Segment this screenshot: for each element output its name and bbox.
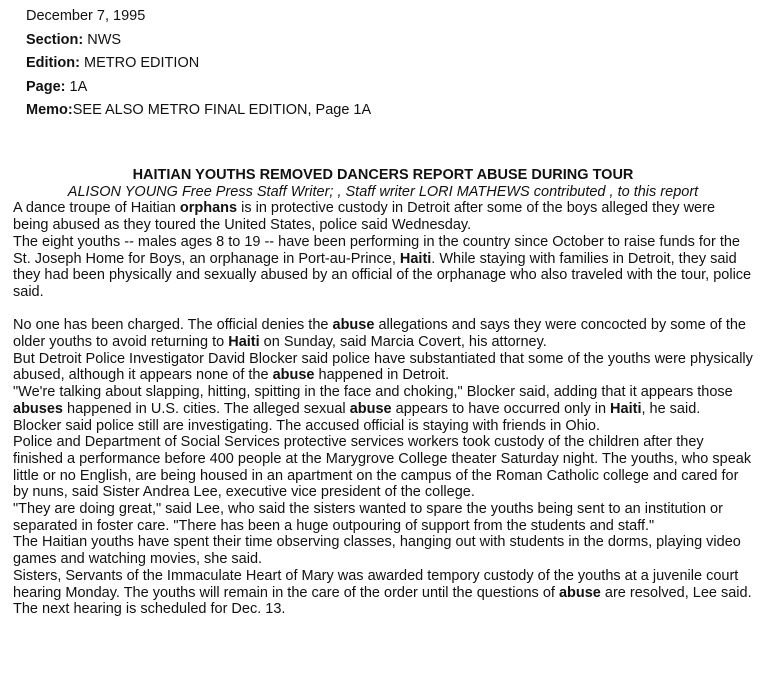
page-value: 1A <box>65 78 88 95</box>
paragraph-text: Police and Department of Social Services protective services workers took custody of the children after they finished a performance before 400 people at the Marygrove College theater Saturday night. The youths, who speak little or no English, are being housed in an apartment on the campus of the Roman Catholic college and cared for by nuns, said Sister Andrea Lee, executive vice president of the college. <box>13 434 752 501</box>
paragraph-text: on Sunday, said Marcia Covert, his attorney. <box>259 334 547 351</box>
highlighted-keyword: Haiti <box>399 250 432 267</box>
edition-value: METRO EDITION <box>79 55 200 71</box>
article-paragraph <box>13 234 753 301</box>
section-value: NWS <box>83 31 122 48</box>
memo-value: SEE ALSO METRO FINAL EDITION, Page 1A <box>72 102 372 118</box>
paragraph-text: allegations and says they were concocted by some of the older youths to avoid returning to <box>13 317 746 351</box>
paragraph-text: are resolved, Lee said. The next hearing is scheduled for Dec. 13. <box>13 584 752 618</box>
paragraph-text: , he said. <box>641 400 701 417</box>
highlighted-keyword: Haiti <box>610 400 642 417</box>
page-line <box>26 76 371 100</box>
article-paragraph <box>13 568 753 618</box>
section-label: Section: <box>26 31 84 48</box>
paragraph-text: . While staying with families in Detroit, they said they had been physically and sexually abused by an official of the orphanage who also traveled with the tour, police said. <box>13 250 752 300</box>
paragraph-text: happened in Detroit. <box>314 367 450 384</box>
article-paragraph <box>13 200 753 233</box>
highlighted-keyword: abuse <box>332 317 375 334</box>
paragraph-text: is in protective custody in Detroit after some of the boys alleged they were being abused as they toured the United States, police said Wednesday. <box>13 200 716 234</box>
byline: ALISON YOUNG Free Press Staff Writer; , Staff writer LORI MATHEWS contributed , to this report <box>67 183 699 200</box>
paragraph-text: "They are doing great," said Lee, who said the sisters wanted to spare the youths being sent to an institution or separated in foster care. "There has been a huge outpouring of support from the students and staff." <box>13 501 723 534</box>
article-paragraph <box>13 317 753 350</box>
edition-label: Edition: <box>26 55 80 71</box>
article <box>13 167 753 618</box>
article-paragraph <box>13 384 753 417</box>
section-line <box>26 29 371 53</box>
paragraph-text: A dance troupe of Haitian <box>13 200 180 217</box>
memo-label: Memo: <box>26 102 73 118</box>
highlighted-keyword: abuse <box>558 584 601 601</box>
article-paragraph <box>13 434 753 501</box>
paragraph-text: The Haitian youths have spent their time observing classes, hanging out with students in the dorms, playing video games and watching movies, she said. <box>13 534 741 568</box>
highlighted-keyword: abuses <box>13 400 63 417</box>
highlighted-keyword: orphans <box>179 200 238 217</box>
paragraph-text: Sisters, Servants of the Immaculate Heart of Mary was awarded tempory custody of the youths at a juvenile court hearing Monday. The youths will remain in the care of the order until the questions of <box>13 567 739 601</box>
highlighted-keyword: abuse <box>349 400 392 417</box>
paragraph-text: No one has been charged. The official denies the <box>13 317 333 334</box>
article-paragraph <box>13 351 753 384</box>
article-body <box>13 200 753 618</box>
article-date: December 7, 1995 <box>26 8 146 24</box>
article-metadata <box>26 5 371 123</box>
memo-line <box>26 99 371 123</box>
article-paragraph <box>13 501 753 534</box>
edition-line <box>26 52 371 76</box>
paragraph-text: happened in U.S. cities. The alleged sexual <box>62 400 350 417</box>
article-paragraph <box>13 418 753 435</box>
headline: HAITIAN YOUTHS REMOVED DANCERS REPORT ABUSE DURING TOUR <box>132 167 634 183</box>
paragraph-text: appears to have occurred only in <box>391 400 611 417</box>
highlighted-keyword: abuse <box>272 367 315 384</box>
paragraph-text: But Detroit Police Investigator David Blocker said police have substantiated that some of the youths were physically abused, although it appears none of the <box>13 350 753 384</box>
article-paragraph <box>13 534 753 567</box>
paragraph-text: "We're talking about slapping, hitting, spitting in the face and choking," Blocker said, adding that it appears those <box>13 384 733 401</box>
highlighted-keyword: Haiti <box>228 334 260 351</box>
page-label: Page: <box>26 78 66 95</box>
paragraph-text: The eight youths -- males ages 8 to 19 -- have been performing in the country since October to raise funds for the St. Joseph Home for Boys, an orphanage in Port-au-Prince, <box>13 233 740 267</box>
paragraph-text: Blocker said police still are investigating. The accused official is staying with friends in Ohio. <box>13 417 601 434</box>
